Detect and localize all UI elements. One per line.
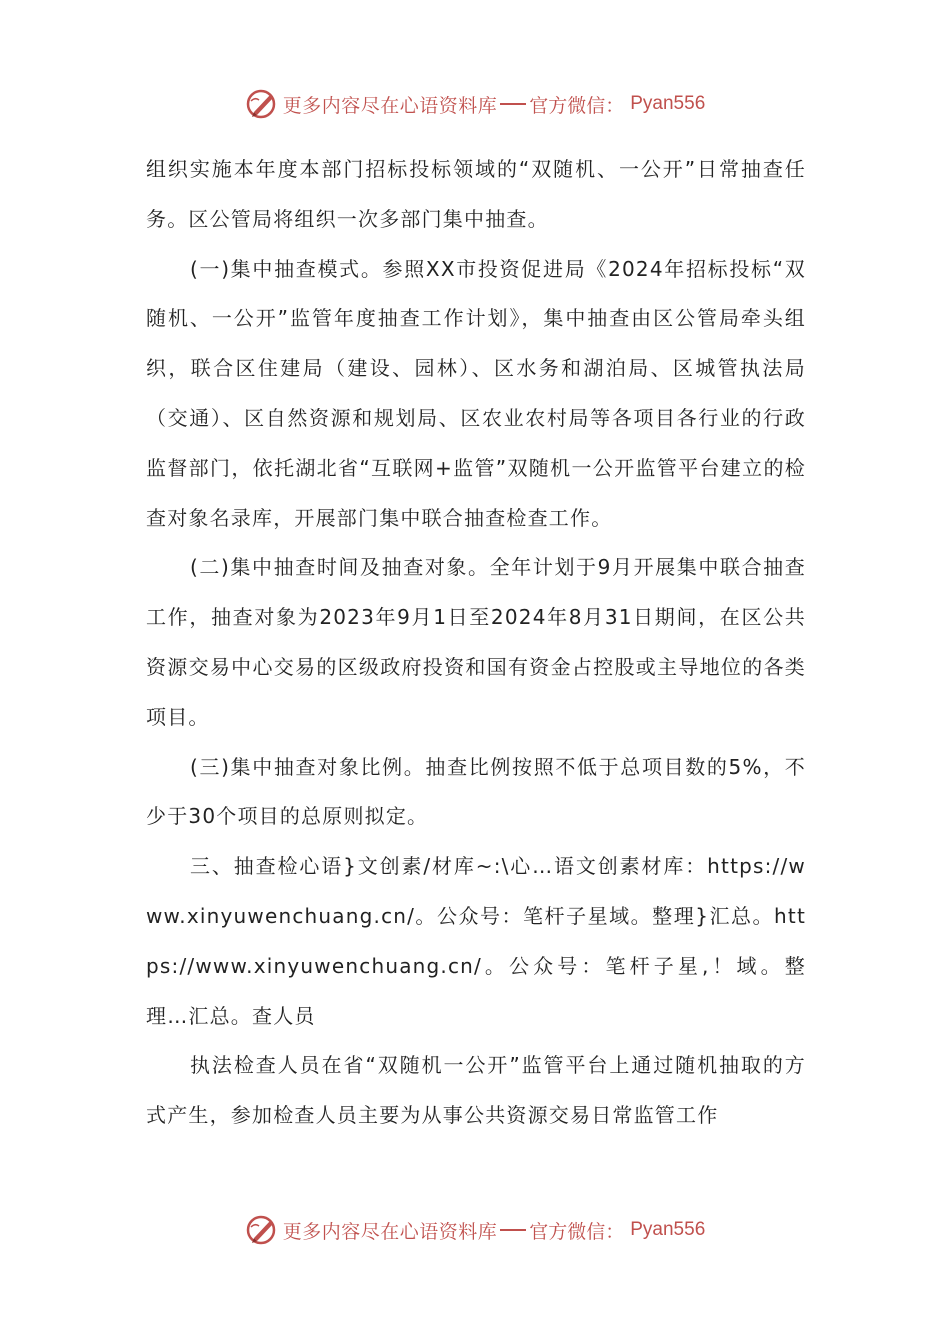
banner-wechat-id: Pyan556 [630,1219,706,1240]
paragraph: 三、抽查检心语}文创素/材库~:\心…语文创素材库：https://www.xinyuwenchuang.cn/。公众号：笔杆子星域。整理}汇总。https://www.xinyuwenchuang.cn/。公众号：笔杆子星,！域。整理…汇总。查人员 [146,854,806,1028]
banner-text: 更多内容尽在心语资料库 [282,1220,498,1243]
banner-dash [500,1229,526,1231]
banner-wechat-label: 官方微信： [529,1220,625,1243]
paragraph: 组织实施本年度本部门招标投标领域的“双随机、一公开”日常抽查任务。区公管局将组织一次多部门集中抽查。 [146,157,806,231]
footer-banner [0,1210,950,1250]
paragraph: 执法检查人员在省“双随机一公开”监管平台上通过随机抽取的方式产生，参加检查人员主要为从事公共资源交易日常监管工作 [146,1053,806,1128]
banner-wechat-label: 官方微信： [529,94,625,117]
banner-wechat-id: Pyan556 [630,93,706,114]
banner-text: 更多内容尽在心语资料库 [282,94,498,117]
header-banner [0,84,950,124]
paragraph: (三)集中抽查对象比例。抽查比例按照不低于总项目数的5%，不少于30个项目的总原则拟定。 [146,754,806,829]
banner-dash [500,103,526,105]
paragraph: (二)集中抽查时间及抽查对象。全年计划于9月开展集中联合抽查工作，抽查对象为2023年9月1日至2024年8月31日期间，在区公共资源交易中心交易的区级政府投资和国有资金占控股或主导地位的各类项目。 [146,555,806,729]
paragraph: (一)集中抽查模式。参照XX市投资促进局《2024年招标投标“双随机、一公开”监管年度抽查工作计划》，集中抽查由区公管局牵头组织，联合区住建局（建设、园林）、区水务和湖泊局、区城管执法局（交通）、区自然资源和规划局、区农业农村局等各项目各行业的行政监督部门，依托湖北省“互联网+监管”双随机一公开监管平台建立的检查对象名录库，开展部门集中联合抽查检查工作。 [146,256,806,530]
pen-logo-icon [245,1213,279,1247]
pen-logo-icon [245,87,279,121]
document-body [146,145,806,1141]
